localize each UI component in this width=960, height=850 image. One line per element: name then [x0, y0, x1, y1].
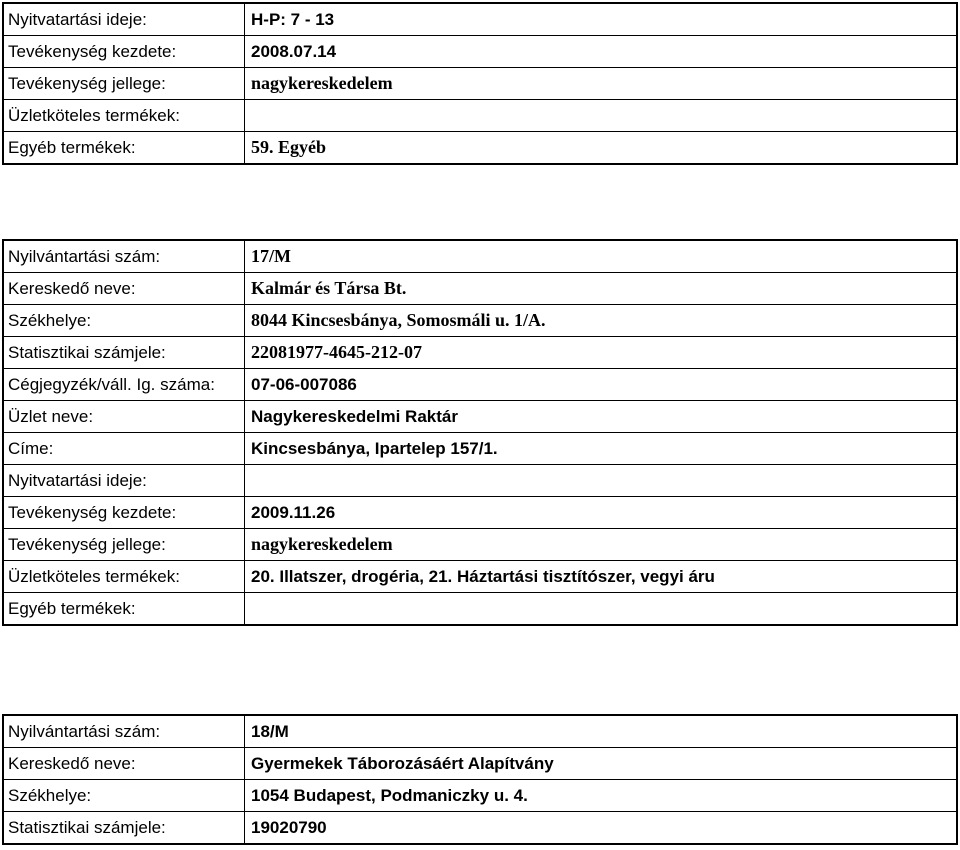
table-row	[4, 716, 957, 748]
table-row	[4, 529, 957, 561]
table-row	[4, 68, 957, 100]
row-label: Üzletköteles termékek:	[4, 561, 245, 593]
row-value: 2009.11.26	[245, 497, 957, 529]
table-row	[4, 369, 957, 401]
row-label: Cégjegyzék/váll. Ig. száma:	[4, 369, 245, 401]
table-row	[4, 36, 957, 68]
table-row	[4, 465, 957, 497]
row-value: Kalmár és Társa Bt.	[245, 273, 957, 305]
table-row	[4, 780, 957, 812]
row-label: Kereskedő neve:	[4, 748, 245, 780]
table-row	[4, 401, 957, 433]
row-label: Tevékenység kezdete:	[4, 36, 245, 68]
row-label: Nyilvántartási szám:	[4, 716, 245, 748]
table-row	[4, 132, 957, 164]
row-value: 22081977-4645-212-07	[245, 337, 957, 369]
table-row	[4, 497, 957, 529]
table-row	[4, 241, 957, 273]
row-value: 1054 Budapest, Podmaniczky u. 4.	[245, 780, 957, 812]
row-value: nagykereskedelem	[245, 68, 957, 100]
row-value: 19020790	[245, 812, 957, 844]
table-row	[4, 4, 957, 36]
table-row	[4, 812, 957, 844]
row-value: Gyermekek Táborozásáért Alapítvány	[245, 748, 957, 780]
row-label: Székhelye:	[4, 780, 245, 812]
row-label: Címe:	[4, 433, 245, 465]
table-row	[4, 100, 957, 132]
row-label: Üzletköteles termékek:	[4, 100, 245, 132]
row-value: 07-06-007086	[245, 369, 957, 401]
row-label: Tevékenység jellege:	[4, 68, 245, 100]
row-label: Kereskedő neve:	[4, 273, 245, 305]
row-label: Üzlet neve:	[4, 401, 245, 433]
row-value	[245, 593, 957, 625]
table-row	[4, 273, 957, 305]
row-value: 17/M	[245, 241, 957, 273]
row-label: Nyitvatartási ideje:	[4, 4, 245, 36]
row-value	[245, 465, 957, 497]
row-label: Tevékenység kezdete:	[4, 497, 245, 529]
row-value: Kincsesbánya, Ipartelep 157/1.	[245, 433, 957, 465]
table-row	[4, 593, 957, 625]
table-row	[4, 337, 957, 369]
row-value: Nagykereskedelmi Raktár	[245, 401, 957, 433]
row-value: nagykereskedelem	[245, 529, 957, 561]
row-label: Székhelye:	[4, 305, 245, 337]
table-row	[4, 433, 957, 465]
table-row	[4, 561, 957, 593]
row-value: 18/M	[245, 716, 957, 748]
registry-table-1	[3, 3, 957, 164]
table-row	[4, 305, 957, 337]
row-label: Egyéb termékek:	[4, 132, 245, 164]
row-label: Tevékenység jellege:	[4, 529, 245, 561]
table-row	[4, 748, 957, 780]
row-label: Statisztikai számjele:	[4, 812, 245, 844]
registry-table-3	[3, 715, 957, 844]
row-value: 2008.07.14	[245, 36, 957, 68]
registry-table-2	[3, 240, 957, 625]
row-value: 8044 Kincsesbánya, Somosmáli u. 1/A.	[245, 305, 957, 337]
row-label: Nyilvántartási szám:	[4, 241, 245, 273]
row-value: H-P: 7 - 13	[245, 4, 957, 36]
row-label: Egyéb termékek:	[4, 593, 245, 625]
row-value	[245, 100, 957, 132]
row-label: Statisztikai számjele:	[4, 337, 245, 369]
row-label: Nyitvatartási ideje:	[4, 465, 245, 497]
row-value: 59. Egyéb	[245, 132, 957, 164]
row-value: 20. Illatszer, drogéria, 21. Háztartási tisztítószer, vegyi áru	[245, 561, 957, 593]
